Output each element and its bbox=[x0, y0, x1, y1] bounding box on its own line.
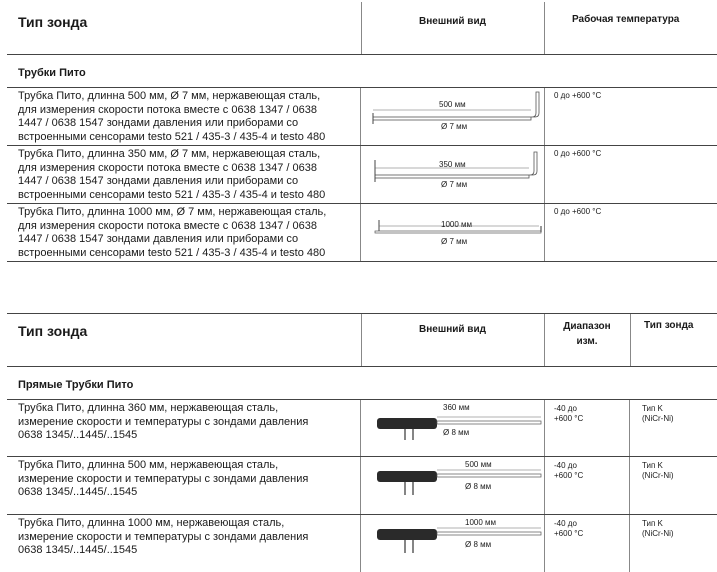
diameter-label: Ø 7 мм bbox=[441, 122, 468, 131]
length-label: 500 мм bbox=[465, 460, 492, 469]
range-value: -40 до +600 °C bbox=[544, 457, 630, 514]
probe-description: Трубка Пито, длинна 360 мм, нержавеющая сталь, измерение скорости и температуры с зондами давления 0638 1345/..1445/..1545 bbox=[7, 400, 361, 456]
temperature-value: 0 до +600 °C bbox=[554, 91, 602, 100]
probe-description: Трубка Пито, длинна 1000 мм, Ø 7 мм, нержавеющая сталь, для измерения скорости потока вместе с 0638 1347 / 0638 1447 / 0638 1547 зондами давления или приборами со встроенными сенсорами testo 521 / 435-3 / 435-4 и testo 480 bbox=[7, 204, 361, 261]
probe-image bbox=[361, 457, 545, 514]
section-title: Прямые Трубки Пито bbox=[7, 367, 717, 400]
table-row bbox=[7, 146, 717, 204]
diameter-label: Ø 8 мм bbox=[443, 428, 470, 437]
pitot-tubes-table bbox=[7, 2, 717, 262]
col-temperature: Рабочая температура bbox=[572, 14, 680, 25]
length-label: 1000 мм bbox=[441, 220, 473, 229]
straight-pitot-drawing bbox=[361, 515, 544, 572]
probe-description: Трубка Пито, длинна 1000 мм, нержавеющая сталь, измерение скорости и температуры с зондами давления 0638 1345/..1445/..1545 bbox=[7, 515, 361, 572]
pitot-tube-drawing bbox=[361, 88, 544, 145]
sensor-type-value: Тип K (NiCr-Ni) bbox=[642, 461, 674, 480]
table-header bbox=[7, 313, 717, 367]
col-sensor-type: Тип зонда bbox=[644, 320, 694, 331]
diameter-label: Ø 8 мм bbox=[465, 540, 492, 549]
temperature-value: 0 до +600 °C bbox=[554, 149, 602, 158]
col-probe-type: Тип зонда bbox=[18, 323, 88, 339]
probe-image bbox=[361, 146, 545, 203]
diameter-label: Ø 8 мм bbox=[465, 482, 492, 491]
length-label: 500 мм bbox=[439, 100, 466, 109]
probe-description: Трубка Пито, длинна 500 мм, нержавеющая сталь, измерение скорости и температуры с зондами давления 0638 1345/..1445/..1545 bbox=[7, 457, 361, 514]
col-appearance: Внешний вид bbox=[419, 16, 486, 27]
probe-image bbox=[361, 204, 545, 261]
range-value: -40 до +600 °C bbox=[544, 515, 630, 572]
col-appearance: Внешний вид bbox=[419, 324, 486, 335]
length-label: 350 мм bbox=[439, 160, 466, 169]
col-range: Диапазон bbox=[563, 321, 611, 332]
length-label: 360 мм bbox=[443, 403, 470, 412]
table-row bbox=[7, 400, 717, 457]
pitot-tube-drawing bbox=[361, 204, 544, 261]
range-value: -40 до +600 °C bbox=[544, 400, 630, 456]
table-row bbox=[7, 457, 717, 515]
pitot-tube-drawing bbox=[361, 146, 544, 203]
straight-pitot-tubes-table bbox=[7, 313, 717, 572]
sensor-type-value: Тип K (NiCr-Ni) bbox=[642, 519, 674, 538]
table-header bbox=[7, 2, 717, 55]
probe-image bbox=[361, 515, 545, 572]
col-range-unit: изм. bbox=[576, 336, 598, 347]
table-row bbox=[7, 88, 717, 146]
straight-pitot-drawing bbox=[361, 457, 544, 514]
probe-image bbox=[361, 88, 545, 145]
temperature-value: 0 до +600 °C bbox=[554, 207, 602, 216]
probe-description: Трубка Пито, длинна 500 мм, Ø 7 мм, нержавеющая сталь, для измерения скорости потока вместе с 0638 1347 / 0638 1447 / 0638 1547 зондами давления или приборами со встроенными сенсорами testo 521 / 435-3 / 435-4 и testo 480 bbox=[7, 88, 361, 145]
table-row bbox=[7, 515, 717, 572]
section-title: Трубки Пито bbox=[7, 55, 717, 88]
probe-description: Трубка Пито, длинна 350 мм, Ø 7 мм, нержавеющая сталь, для измерения скорости потока вместе с 0638 1347 / 0638 1447 / 0638 1547 зондами давления или приборами со встроенными сенсорами testo 521 / 435-3 / 435-4 и testo 480 bbox=[7, 146, 361, 203]
sensor-type-value: Тип K (NiCr-Ni) bbox=[642, 404, 674, 423]
diameter-label: Ø 7 мм bbox=[441, 237, 468, 246]
table-row bbox=[7, 204, 717, 262]
length-label: 1000 мм bbox=[465, 518, 497, 527]
diameter-label: Ø 7 мм bbox=[441, 180, 468, 189]
col-probe-type: Тип зонда bbox=[18, 14, 88, 30]
probe-image bbox=[361, 400, 545, 456]
